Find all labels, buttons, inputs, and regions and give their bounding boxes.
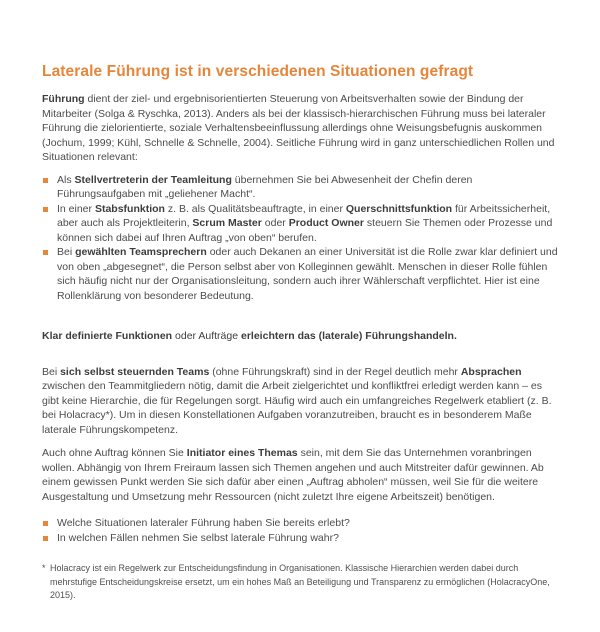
bullet-square-icon [43, 521, 48, 526]
question-text: Welche Situationen lateraler Führung haben Sie bereits erlebt? [57, 517, 350, 529]
roles-list [42, 173, 558, 304]
role-bullet-text: Bei gewählten Teamsprechern oder auch Dekanen an einer Universität ist die Rolle zwar klar definiert und von oben „abgesegnet“, die Person selbst aber von Kolleginnen gewählt. Menschen in dieser Rolle fühlen sich häufig nicht nur der Organisationsleitung, sondern auch ihrer Wählerschaft verpflichtet. Hier ist eine Rollenklärung von besonderer Bedeutung. [57, 246, 558, 302]
initiator-paragraph: Auch ohne Auftrag können Sie Initiator eines Themas sein, mit dem Sie das Unternehmen voranbringen wollen. Abhängig von Ihrem Freiraum lassen sich Themen angehen und auch Mitstreiter dafür gewinnen. Ab einem gewissen Punkt werden Sie sich dafür aber einen „Auftrag abholen“ müssen, weil Sie für die weitere Ausgestaltung und Umsetzung mehr Ressourcen (nicht zuletzt Ihre eigene Arbeitszeit) benötigen. [42, 447, 544, 503]
role-bullet-text: Als Stellvertreterin der Teamleitung übernehmen Sie bei Abwesenheit der Chefin deren Führungsaufgaben mit „geliehener Macht“. [57, 173, 473, 200]
bullet-square-icon [43, 250, 48, 255]
roles-list-item [42, 173, 558, 202]
bullet-square-icon [43, 536, 48, 541]
question-text: In welchen Fällen nehmen Sie selbst laterale Führung wahr? [57, 531, 339, 544]
key-statement: Klar definierte Funktionen oder Aufträge erleichtern das (laterale) Führungshandeln. [42, 330, 457, 342]
questions-list [42, 516, 558, 545]
page-title: Laterale Führung ist in verschiedenen Situationen gefragt [42, 63, 474, 80]
bullet-square-icon [43, 207, 48, 212]
question-item [42, 516, 558, 531]
footnote-text: Holacracy ist ein Regelwerk zur Entscheidungsfindung in Organisationen. Klassische Hierarchien werden dabei durch mehrstufige Entscheidungskreise ersetzt, um ein hohes Maß an Beteiligung und Transparenz zu ermöglichen (HolacracyOne, 2015). [50, 563, 550, 600]
roles-list-item [42, 245, 558, 303]
intro-paragraph: Führung dient der ziel- und ergebnisorientierten Steuerung von Arbeitsverhalten sowie der Bindung der Mitarbeiter (Solga & Ryschka, 2013). Anders als bei der klassisch-hierarchischen Führung muss bei lateraler Führung die zielorientierte, soziale Verhaltensbeeinflussung allerdings ohne Weisungsbefugnis auskommen (Jochum, 1999; Kühl, Schnelle & Schnelle, 2004). Seitliche Führung wird in ganz unterschiedlichen Rollen und Situationen relevant: [42, 93, 555, 163]
bullet-square-icon [43, 178, 48, 183]
question-item [42, 531, 558, 546]
teams-paragraph: Bei sich selbst steuernden Teams (ohne Führungskraft) sind in der Regel deutlich mehr Absprachen zwischen den Teammitgliedern nötig, damit die Arbeit zielgerichtet und konfliktfrei erledigt werden kann – es gibt keine Hierarchie, die für Regelungen sorgt. Häufig wird auch ein umfangreiches Regelwerk etabliert (z. B. bei Holacracy*). Um in diesen Konstellationen Aufgaben voranzutreiben, braucht es in besonderem Maße laterale Führungskompetenz. [42, 365, 552, 436]
footnote [42, 562, 558, 603]
roles-list-item [42, 202, 558, 246]
footnote-marker: * [42, 563, 46, 573]
role-bullet-text: In einer Stabsfunktion z. B. als Qualitätsbeauftragte, in einer Querschnittsfunktion für Arbeitssicherheit, aber auch als Projektleiterin, Scrum Master oder Product Owner steuern Sie Themen oder Prozesse und können sich dabei auf Ihren Auftrag „von oben“ berufen. [57, 202, 553, 244]
